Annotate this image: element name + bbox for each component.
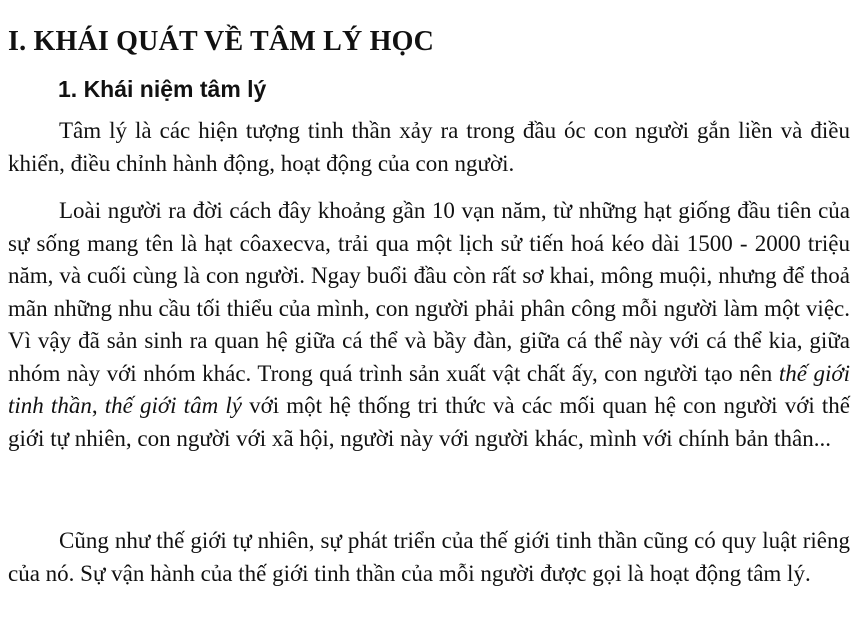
subsection-heading: 1. Khái niệm tâm lý [58,76,267,102]
italic-term-psychological-world: thế giới tâm lý [104,393,242,418]
section-heading: I. KHÁI QUÁT VỀ TÂM LÝ HỌC [8,26,435,57]
term-separator: , [91,393,105,418]
paragraph-origin-text-2: với một hệ thống tri thức và các mối quan hệ con người với thế giới tự nhiên, con người với xã hội, người này với người khác, mình với chính bản thân... [8,393,850,451]
paragraph-origin-text-1: Loài người ra đời cách đây khoảng gần 10 vạn năm, từ những hạt giống đầu tiên của sự sống mang tên là hạt côaxecva, trải qua một lịch sử tiến hoá kéo dài 1500 - 2000 triệu năm, và cuối cùng là con người. Ngay buổi đầu còn rất sơ khai, mông muội, nhưng để thoả mãn những nhu cầu tối thiểu của mình, con người phải phân công mỗi người làm một việc. Vì vậy đã sản sinh ra quan hệ giữa cá thể và bầy đàn, giữa cá thể này với cá thể kia, giữa nhóm này với nhóm khác. Trong quá trình sản xuất vật chất ấy, con người tạo nên [8,198,850,386]
paragraph-origin [8,195,850,455]
italic-term-spiritual-world: thế giới tinh thần [8,360,851,418]
paragraph-definition: Tâm lý là các hiện tượng tinh thần xảy ra trong đầu óc con người gắn liền và điều khiển, điều chỉnh hành động, hoạt động của con người. [8,118,850,176]
paragraph-psychological-activity: Cũng như thế giới tự nhiên, sự phát triển của thế giới tinh thần cũng có quy luật riêng của nó. Sự vận hành của thế giới tinh thần của mỗi người được gọi là hoạt động tâm lý. [8,528,850,586]
